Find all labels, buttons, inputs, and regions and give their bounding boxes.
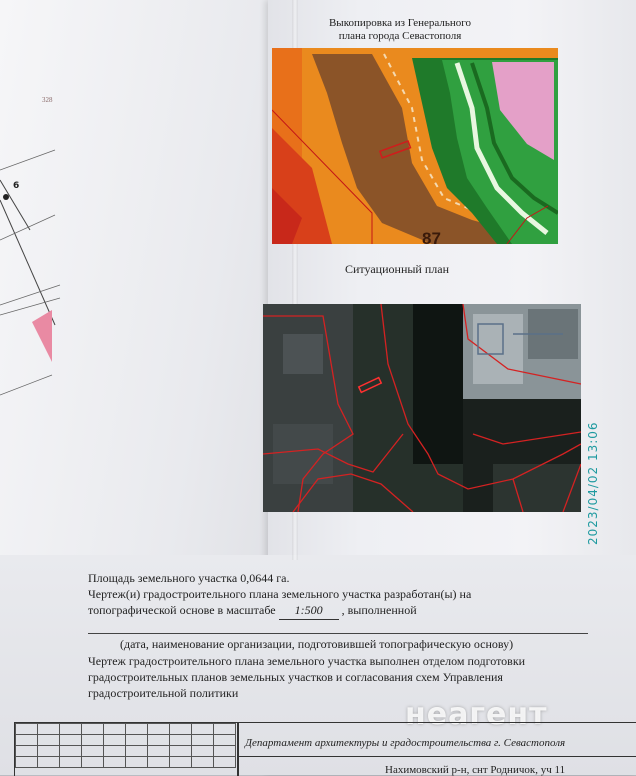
drawing-line-1: Чертеж(и) градостроительного плана земельного участка разработан(ы) на [88,587,472,601]
drawing-line-2-prefix: топографической основе в масштабе [88,603,276,617]
title-line-1: Выкопировка из Генерального [328,17,472,29]
survey-point-icon [3,194,9,200]
watermark-logo: неагент [405,697,548,732]
page-title [300,17,500,43]
caption: (дата, наименование организации, подготовившей топографическую основу) [120,637,514,651]
department-name: Департамент архитектуры и градостроительства г. Севастополя [245,737,566,749]
map-zone-number: 87 [422,229,441,244]
drawing-line-2 [88,602,417,620]
photo-timestamp: 2023/04/02 13:06 [586,421,600,545]
page-mark: 328 [42,96,53,104]
title-line-2: плана города Севастополя [338,30,462,42]
title-block [14,722,636,776]
left-fragment-drawing [0,90,70,410]
area-text: Площадь земельного участка 0,0644 га. [88,571,290,585]
general-plan-map [272,48,558,244]
pink-parcel-shape [32,310,52,362]
scale-value: 1:500 [279,602,339,620]
situation-plan-title: Ситуационный план [345,262,450,276]
fill-in-line [88,633,588,634]
prepared-line-3: градостроительной политики [88,686,239,700]
situation-plan-satellite [263,304,581,512]
address-fragment: Нахимовский р-н, снт Родничок, уч 11 [385,764,566,776]
drawing-line-2-suffix: , выполненной [341,603,417,617]
title-block-divider [237,723,239,776]
prepared-line-1: Чертеж градостроительного плана земельного участка выполнен отделом подготовки [88,654,526,668]
title-block-hline [237,756,636,757]
point-label: 6 [13,181,20,191]
prepared-line-2: градостроительных планов земельных участков и согласования схем Управления [88,670,503,684]
title-block-grid [15,723,236,768]
